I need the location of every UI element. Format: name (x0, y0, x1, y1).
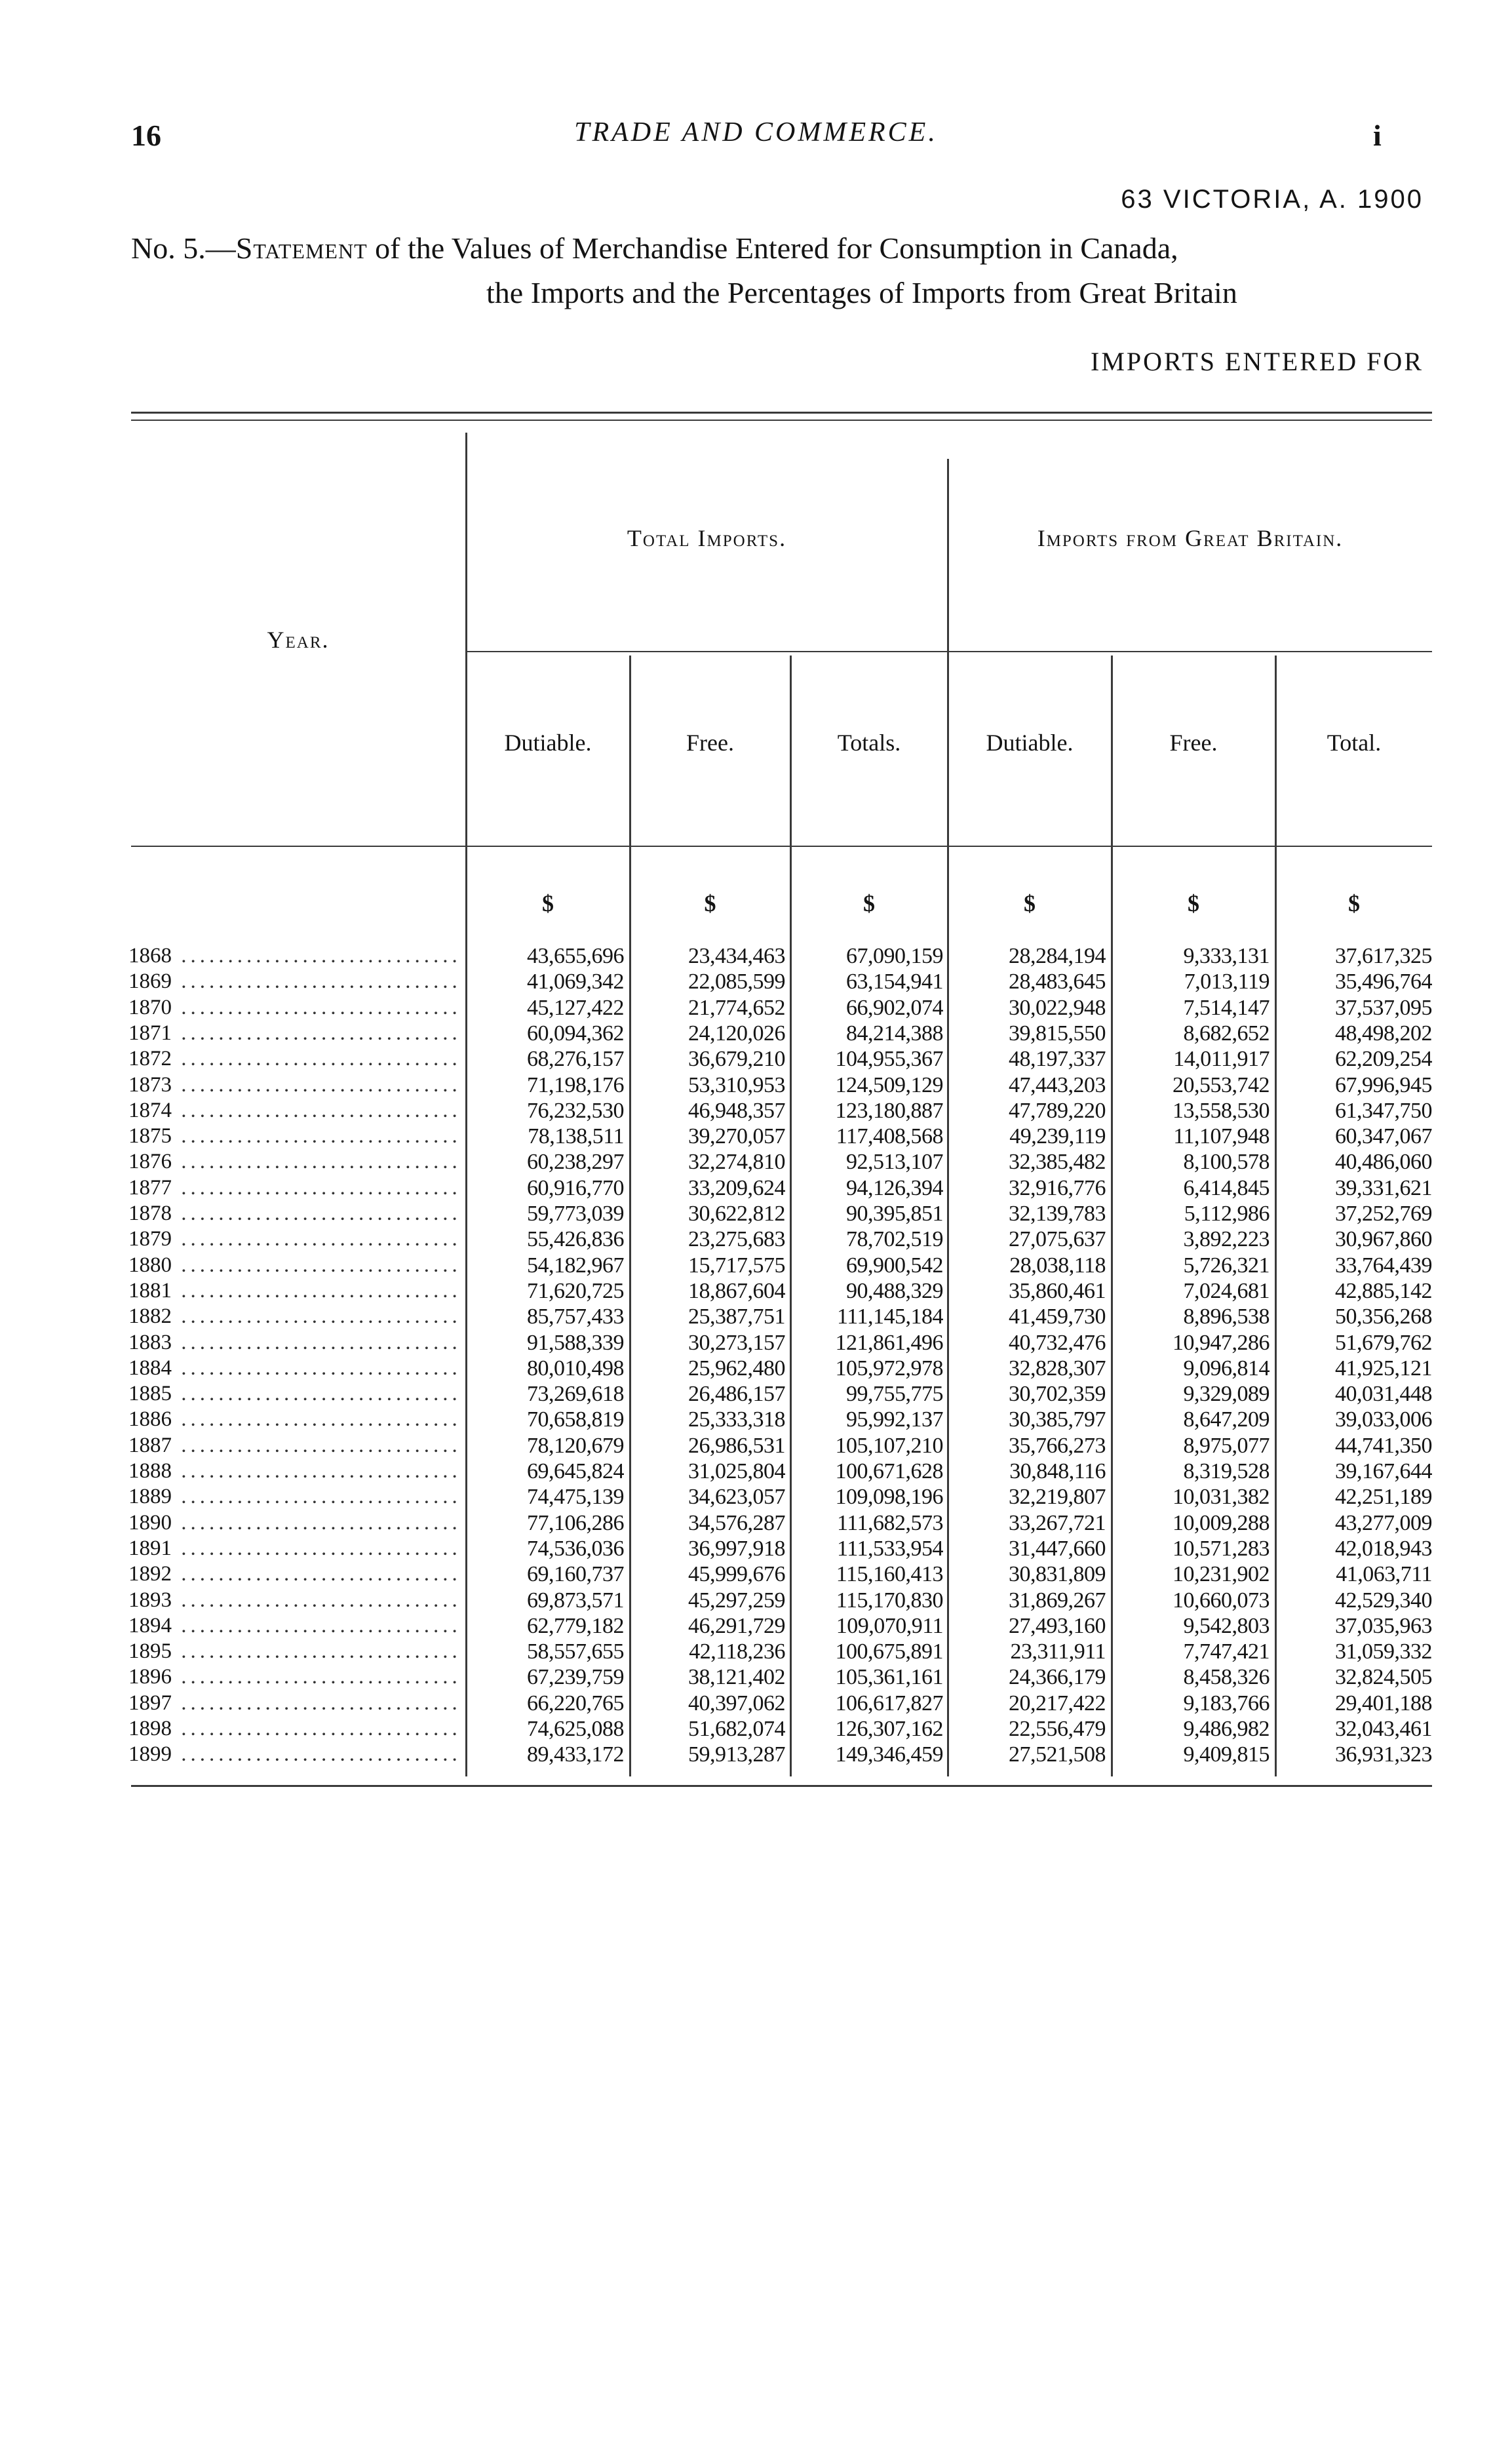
value-cell: 20,217,422 (1009, 1691, 1106, 1715)
value-cell: 35,496,764 (1335, 970, 1432, 994)
value-cell: 69,645,824 (527, 1459, 624, 1483)
value-cell: 23,311,911 (1010, 1639, 1106, 1664)
value-cell: 43,655,696 (527, 944, 624, 968)
table-bottom-rule (131, 1785, 1432, 1787)
group-header-great-britain: Imports from Great Britain. (1037, 525, 1344, 551)
value-cell: 6,414,845 (1183, 1176, 1270, 1200)
value-cell: 32,916,776 (1009, 1176, 1106, 1200)
header-bottom-rule (131, 846, 1432, 847)
value-cell: 100,675,891 (835, 1639, 943, 1664)
value-cell: 32,274,810 (688, 1150, 785, 1174)
value-cell: 26,486,157 (688, 1382, 785, 1406)
value-cell: 74,536,036 (527, 1537, 624, 1561)
value-cell: 35,766,273 (1009, 1434, 1106, 1458)
value-cell: 46,291,729 (688, 1614, 785, 1638)
year-cell: 1870 ..... (128, 996, 459, 1020)
table-title-line1 (131, 231, 1178, 265)
table-top-rule-2 (131, 420, 1432, 421)
value-cell: 89,433,172 (527, 1742, 624, 1767)
col-header-gb-dutiable: Dutiable. (986, 730, 1074, 756)
year-cell: 1893 ..... (128, 1588, 459, 1613)
value-cell: 10,031,382 (1173, 1485, 1270, 1509)
table-number: No. 5.— (131, 231, 236, 265)
value-cell: 60,094,362 (527, 1021, 624, 1046)
value-cell: 10,571,283 (1173, 1537, 1270, 1561)
value-cell: 66,220,765 (527, 1691, 624, 1715)
value-cell: 45,999,676 (688, 1562, 785, 1586)
value-cell: 30,702,359 (1009, 1382, 1106, 1406)
value-cell: 111,533,954 (837, 1537, 943, 1561)
value-cell: 40,031,448 (1335, 1382, 1432, 1406)
value-cell: 9,096,814 (1183, 1356, 1270, 1381)
year-cell: 1891 ..... (128, 1537, 459, 1561)
value-cell: 10,009,288 (1173, 1511, 1270, 1535)
value-cell: 31,025,804 (688, 1459, 785, 1483)
value-cell: 30,848,116 (1009, 1459, 1106, 1483)
value-cell: 14,011,917 (1173, 1047, 1270, 1071)
value-cell: 40,732,476 (1009, 1331, 1106, 1355)
value-cell: 105,972,978 (835, 1356, 943, 1381)
value-cell: 55,426,836 (527, 1227, 624, 1251)
value-cell: 42,529,340 (1335, 1588, 1432, 1613)
value-cell: 49,239,119 (1009, 1124, 1106, 1148)
value-cell: 41,069,342 (527, 970, 624, 994)
value-cell: 13,558,530 (1173, 1099, 1270, 1123)
value-cell: 3,892,223 (1183, 1227, 1270, 1251)
value-cell: 5,112,986 (1184, 1202, 1270, 1226)
value-cell: 32,219,807 (1009, 1485, 1106, 1509)
value-cell: 92,513,107 (846, 1150, 943, 1174)
volume-mark: i (1373, 119, 1382, 152)
value-cell: 109,070,911 (836, 1614, 943, 1638)
value-cell: 115,160,413 (836, 1562, 943, 1586)
continuation-heading: IMPORTS ENTERED FOR (1091, 347, 1424, 376)
value-cell: 62,209,254 (1335, 1047, 1432, 1071)
year-cell: 1889 ..... (128, 1485, 459, 1509)
year-cell: 1868 ..... (128, 944, 459, 968)
value-cell: 29,401,188 (1335, 1691, 1432, 1715)
col-header-free: Free. (686, 730, 734, 756)
value-cell: 36,931,323 (1335, 1742, 1432, 1767)
value-cell: 32,828,307 (1009, 1356, 1106, 1381)
currency-symbol: $ (704, 890, 716, 916)
currency-symbol: $ (542, 890, 554, 916)
col-header-gb-total: Total. (1327, 730, 1382, 756)
value-cell: 123,180,887 (835, 1099, 943, 1123)
value-cell: 7,013,119 (1184, 970, 1270, 994)
value-cell: 7,024,681 (1183, 1279, 1270, 1303)
value-cell: 31,869,267 (1009, 1588, 1106, 1613)
value-cell: 37,252,769 (1335, 1202, 1432, 1226)
value-cell: 149,346,459 (835, 1742, 943, 1767)
value-cell: 61,347,750 (1335, 1099, 1432, 1123)
year-cell: 1878 ..... (128, 1202, 459, 1226)
value-cell: 106,617,827 (835, 1691, 943, 1715)
value-cell: 60,347,067 (1335, 1124, 1432, 1148)
value-cell: 50,356,268 (1335, 1304, 1432, 1329)
value-cell: 59,773,039 (527, 1202, 624, 1226)
value-cell: 45,297,259 (688, 1588, 785, 1613)
year-cell: 1881 ..... (128, 1279, 459, 1303)
col-header-dutiable: Dutiable. (504, 730, 592, 756)
year-cell: 1898 ..... (128, 1717, 459, 1741)
value-cell: 41,459,730 (1009, 1304, 1106, 1329)
value-cell: 22,085,599 (688, 970, 785, 994)
year-cell: 1876 ..... (128, 1150, 459, 1174)
year-cell: 1890 ..... (128, 1511, 459, 1535)
value-cell: 70,658,819 (527, 1407, 624, 1432)
value-cell: 34,623,057 (688, 1485, 785, 1509)
value-cell: 51,682,074 (688, 1717, 785, 1741)
value-cell: 69,160,737 (527, 1562, 624, 1586)
value-cell: 39,815,550 (1009, 1021, 1106, 1046)
value-cell: 95,992,137 (846, 1407, 943, 1432)
value-cell: 40,397,062 (688, 1691, 785, 1715)
value-cell: 30,022,948 (1009, 996, 1106, 1020)
value-cell: 42,018,943 (1335, 1537, 1432, 1561)
value-cell: 78,120,679 (527, 1434, 624, 1458)
value-cell: 35,860,461 (1009, 1279, 1106, 1303)
year-cell: 1871 ..... (128, 1021, 459, 1046)
value-cell: 71,620,725 (527, 1279, 624, 1303)
currency-symbol: $ (1024, 890, 1036, 916)
value-cell: 63,154,941 (846, 970, 943, 994)
value-cell: 36,997,918 (688, 1537, 785, 1561)
value-cell: 25,387,751 (688, 1304, 785, 1329)
value-cell: 32,824,505 (1335, 1665, 1432, 1689)
value-cell: 37,617,325 (1335, 944, 1432, 968)
value-cell: 60,238,297 (527, 1150, 624, 1174)
value-cell: 48,197,337 (1009, 1047, 1106, 1071)
value-cell: 8,975,077 (1183, 1434, 1270, 1458)
value-cell: 67,996,945 (1335, 1073, 1432, 1097)
value-cell: 105,361,161 (835, 1665, 943, 1689)
year-cell: 1882 ..... (128, 1304, 459, 1329)
value-cell: 8,458,326 (1183, 1665, 1270, 1689)
year-cell: 1892 ..... (128, 1562, 459, 1586)
year-cell: 1883 ..... (128, 1331, 459, 1355)
value-cell: 28,038,118 (1009, 1253, 1106, 1278)
value-cell: 105,107,210 (835, 1434, 943, 1458)
value-cell: 11,107,948 (1173, 1124, 1270, 1148)
value-cell: 28,483,645 (1009, 970, 1106, 994)
value-cell: 47,443,203 (1009, 1073, 1106, 1097)
year-cell: 1885 ..... (128, 1382, 459, 1406)
value-cell: 10,231,902 (1173, 1562, 1270, 1586)
value-cell: 54,182,967 (527, 1253, 624, 1278)
value-cell: 43,277,009 (1335, 1511, 1432, 1535)
page-number: 16 (131, 119, 161, 152)
value-cell: 39,331,621 (1335, 1176, 1432, 1200)
value-cell: 23,275,683 (688, 1227, 785, 1251)
value-cell: 74,475,139 (527, 1485, 624, 1509)
value-cell: 9,333,131 (1183, 944, 1270, 968)
value-cell: 32,139,783 (1009, 1202, 1106, 1226)
value-cell: 31,447,660 (1009, 1537, 1106, 1561)
year-cell: 1879 ..... (128, 1227, 459, 1251)
value-cell: 62,779,182 (527, 1614, 624, 1638)
value-cell: 9,542,803 (1183, 1614, 1270, 1638)
value-cell: 20,553,742 (1173, 1073, 1270, 1097)
year-cell: 1880 ..... (128, 1253, 459, 1278)
value-cell: 90,488,329 (846, 1279, 943, 1303)
value-cell: 47,789,220 (1009, 1099, 1106, 1123)
value-cell: 126,307,162 (835, 1717, 943, 1741)
value-cell: 38,121,402 (688, 1665, 785, 1689)
value-cell: 41,925,121 (1335, 1356, 1432, 1381)
value-cell: 78,702,519 (846, 1227, 943, 1251)
value-cell: 9,409,815 (1183, 1742, 1270, 1767)
value-cell: 58,557,655 (527, 1639, 624, 1664)
value-cell: 31,059,332 (1335, 1639, 1432, 1664)
value-cell: 10,660,073 (1173, 1588, 1270, 1613)
year-cell: 1886 ..... (128, 1407, 459, 1432)
currency-symbol: $ (1348, 890, 1360, 916)
value-cell: 30,385,797 (1009, 1407, 1106, 1432)
value-cell: 9,486,982 (1183, 1717, 1270, 1741)
value-cell: 30,967,860 (1335, 1227, 1432, 1251)
value-cell: 42,118,236 (689, 1639, 785, 1664)
value-cell: 100,671,628 (835, 1459, 943, 1483)
value-cell: 124,509,129 (835, 1073, 943, 1097)
year-cell: 1895 ..... (128, 1639, 459, 1664)
value-cell: 99,755,775 (846, 1382, 943, 1406)
value-cell: 66,902,074 (846, 996, 943, 1020)
value-cell: 8,896,538 (1183, 1304, 1270, 1329)
currency-symbol: $ (863, 890, 875, 916)
value-cell: 32,385,482 (1009, 1150, 1106, 1174)
value-cell: 109,098,196 (835, 1485, 943, 1509)
table-top-rule (131, 412, 1432, 414)
running-title: TRADE AND COMMERCE. (574, 117, 938, 147)
value-cell: 30,622,812 (688, 1202, 785, 1226)
value-cell: 28,284,194 (1009, 944, 1106, 968)
value-cell: 111,145,184 (837, 1304, 943, 1329)
value-cell: 67,090,159 (846, 944, 943, 968)
value-cell: 27,493,160 (1009, 1614, 1106, 1638)
value-cell: 7,747,421 (1183, 1639, 1270, 1664)
value-cell: 80,010,498 (527, 1356, 624, 1381)
col-header-totals: Totals. (837, 730, 901, 756)
value-cell: 30,273,157 (688, 1331, 785, 1355)
value-cell: 8,319,528 (1183, 1459, 1270, 1483)
value-cell: 45,127,422 (527, 996, 624, 1020)
value-cell: 91,588,339 (527, 1331, 624, 1355)
value-cell: 25,333,318 (688, 1407, 785, 1432)
value-cell: 5,726,321 (1183, 1253, 1270, 1278)
value-cell: 39,033,006 (1335, 1407, 1432, 1432)
value-cell: 68,276,157 (527, 1047, 624, 1071)
value-cell: 77,106,286 (527, 1511, 624, 1535)
value-cell: 18,867,604 (688, 1279, 785, 1303)
value-cell: 53,310,953 (688, 1073, 785, 1097)
value-cell: 7,514,147 (1183, 996, 1270, 1020)
value-cell: 25,962,480 (688, 1356, 785, 1381)
value-cell: 15,717,575 (688, 1253, 785, 1278)
col-header-gb-free: Free. (1169, 730, 1218, 756)
year-cell: 1872 ..... (128, 1047, 459, 1071)
year-cell: 1877 ..... (128, 1176, 459, 1200)
value-cell: 111,682,573 (837, 1511, 943, 1535)
group-underline (467, 651, 1432, 652)
value-cell: 37,035,963 (1335, 1614, 1432, 1638)
group-header-total-imports: Total Imports. (627, 525, 787, 551)
statement-word: Statement (235, 231, 368, 265)
value-cell: 23,434,463 (688, 944, 785, 968)
value-cell: 69,873,571 (527, 1588, 624, 1613)
value-cell: 104,955,367 (835, 1047, 943, 1071)
value-cell: 33,209,624 (688, 1176, 785, 1200)
value-cell: 22,556,479 (1009, 1717, 1106, 1741)
value-cell: 36,679,210 (688, 1047, 785, 1071)
value-cell: 84,214,388 (846, 1021, 943, 1046)
value-cell: 34,576,287 (688, 1511, 785, 1535)
value-cell: 27,521,508 (1009, 1742, 1106, 1767)
value-cell: 24,120,026 (688, 1021, 785, 1046)
value-cell: 121,861,496 (835, 1331, 943, 1355)
year-cell: 1899 ..... (128, 1742, 459, 1767)
value-cell: 33,764,439 (1335, 1253, 1432, 1278)
value-cell: 24,366,179 (1009, 1665, 1106, 1689)
value-cell: 78,138,511 (528, 1124, 624, 1148)
value-cell: 73,269,618 (527, 1382, 624, 1406)
value-cell: 39,167,644 (1335, 1459, 1432, 1483)
value-cell: 26,986,531 (688, 1434, 785, 1458)
year-cell: 1884 ..... (128, 1356, 459, 1381)
year-cell: 1869 ..... (128, 970, 459, 994)
year-cell: 1873 ..... (128, 1073, 459, 1097)
year-header: Year. (267, 627, 330, 653)
value-cell: 48,498,202 (1335, 1021, 1432, 1046)
value-cell: 60,916,770 (527, 1176, 624, 1200)
year-cell: 1897 ..... (128, 1691, 459, 1715)
value-cell: 46,948,357 (688, 1099, 785, 1123)
value-cell: 21,774,652 (688, 996, 785, 1020)
value-cell: 9,183,766 (1183, 1691, 1270, 1715)
value-cell: 37,537,095 (1335, 996, 1432, 1020)
year-cell: 1894 ..... (128, 1614, 459, 1638)
value-cell: 74,625,088 (527, 1717, 624, 1741)
value-cell: 10,947,286 (1173, 1331, 1270, 1355)
title-rest: of the Values of Merchandise Entered for Consumption in Canada, (367, 231, 1178, 265)
year-cell: 1875 ..... (128, 1124, 459, 1148)
value-cell: 32,043,461 (1335, 1717, 1432, 1741)
value-cell: 33,267,721 (1009, 1511, 1106, 1535)
value-cell: 42,885,142 (1335, 1279, 1432, 1303)
year-cell: 1896 ..... (128, 1665, 459, 1689)
session-label: 63 VICTORIA, A. 1900 (1121, 185, 1424, 214)
value-cell: 69,900,542 (846, 1253, 943, 1278)
value-cell: 76,232,530 (527, 1099, 624, 1123)
value-cell: 27,075,637 (1009, 1227, 1106, 1251)
year-cell: 1874 ..... (128, 1099, 459, 1123)
value-cell: 8,647,209 (1183, 1407, 1270, 1432)
value-cell: 40,486,060 (1335, 1150, 1432, 1174)
value-cell: 30,831,809 (1009, 1562, 1106, 1586)
table-title-line2: the Imports and the Percentages of Imports from Great Britain (486, 276, 1237, 309)
value-cell: 9,329,089 (1183, 1382, 1270, 1406)
value-cell: 90,395,851 (846, 1202, 943, 1226)
value-cell: 41,063,711 (1336, 1562, 1432, 1586)
value-cell: 85,757,433 (527, 1304, 624, 1329)
year-cell: 1888 ..... (128, 1459, 459, 1483)
value-cell: 59,913,287 (688, 1742, 785, 1767)
value-cell: 8,682,652 (1183, 1021, 1270, 1046)
value-cell: 94,126,394 (846, 1176, 943, 1200)
value-cell: 71,198,176 (527, 1073, 624, 1097)
year-cell: 1887 ..... (128, 1434, 459, 1458)
value-cell: 51,679,762 (1335, 1331, 1432, 1355)
value-cell: 115,170,830 (836, 1588, 943, 1613)
currency-symbol: $ (1188, 890, 1199, 916)
value-cell: 39,270,057 (688, 1124, 785, 1148)
value-cell: 67,239,759 (527, 1665, 624, 1689)
value-cell: 8,100,578 (1183, 1150, 1270, 1174)
value-cell: 42,251,189 (1335, 1485, 1432, 1509)
value-cell: 117,408,568 (836, 1124, 943, 1148)
value-cell: 44,741,350 (1335, 1434, 1432, 1458)
